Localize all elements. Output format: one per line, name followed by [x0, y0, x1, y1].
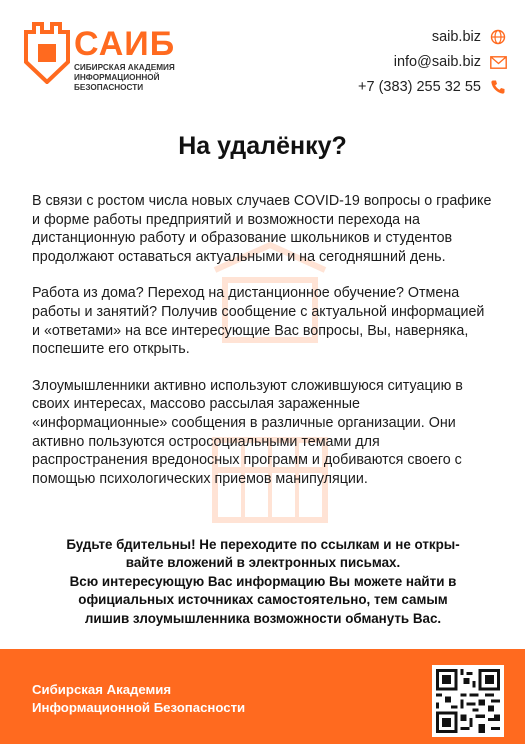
mail-icon: [489, 53, 507, 71]
footer-organization-name: Сибирская Академия Информационной Безопасности: [32, 682, 246, 715]
logo-wordmark: САИБ: [74, 25, 176, 63]
paragraph-attackers: Злоумышленники активно используют сложившуюся ситуацию в своих интересах, массово рассылая зараженные «информационные» сообщения в различные организации. Они активно пользуются остросоциальными темами для распространения вредоносных программ и добиваются своего с помощью психологических приемов манипуляции.: [32, 377, 463, 487]
logo-subtitle: СИБИРСКАЯ АКАДЕМИЯ ИНФОРМАЦИОННОЙ БЕЗОПАСНОСТИ: [74, 63, 175, 92]
footer-band: [0, 649, 525, 744]
logo: [24, 22, 184, 94]
phone-link[interactable]: +7 (383) 255 32 55: [358, 79, 481, 95]
qr-code-icon[interactable]: [432, 665, 504, 737]
contact-website[interactable]: [358, 26, 507, 48]
paragraph-covid: В связи с ростом числа новых случаев COVID-19 вопросы о графике и форме работы предприятий и возможности перехода на дистанционную работу и образование школьников и студентов продолжают оставаться актуальными и на сегодняшний день.: [32, 193, 492, 265]
website-link[interactable]: saib.biz: [431, 29, 481, 45]
contacts: [358, 26, 507, 101]
warning-text: Будьте бдительны! Не переходите по ссылкам и не откры- вайте вложений в электронных письмах. Всю интересующую Вас информацию Вы можете найти в официальных источниках самостоятельно, тем самым лишив злоумышленника возможности обмануть Вас.: [66, 537, 460, 626]
page-title: На удалёнку?: [178, 132, 347, 160]
contact-phone[interactable]: [358, 76, 507, 98]
body-text: [32, 192, 496, 506]
phone-icon: [489, 78, 507, 96]
paragraph-remote-work: Работа из дома? Переход на дистанционное обучение? Отмена работы и занятий? Получив сообщение с актуальной информацией и «ответами» на все интересующие Вас вопросы, Вы, наверняка, поспешите его открыть.: [32, 285, 485, 358]
contact-email[interactable]: [358, 51, 507, 73]
shield-logo-icon: [24, 22, 70, 84]
email-link[interactable]: info@saib.biz: [393, 54, 481, 70]
globe-icon: [489, 28, 507, 46]
